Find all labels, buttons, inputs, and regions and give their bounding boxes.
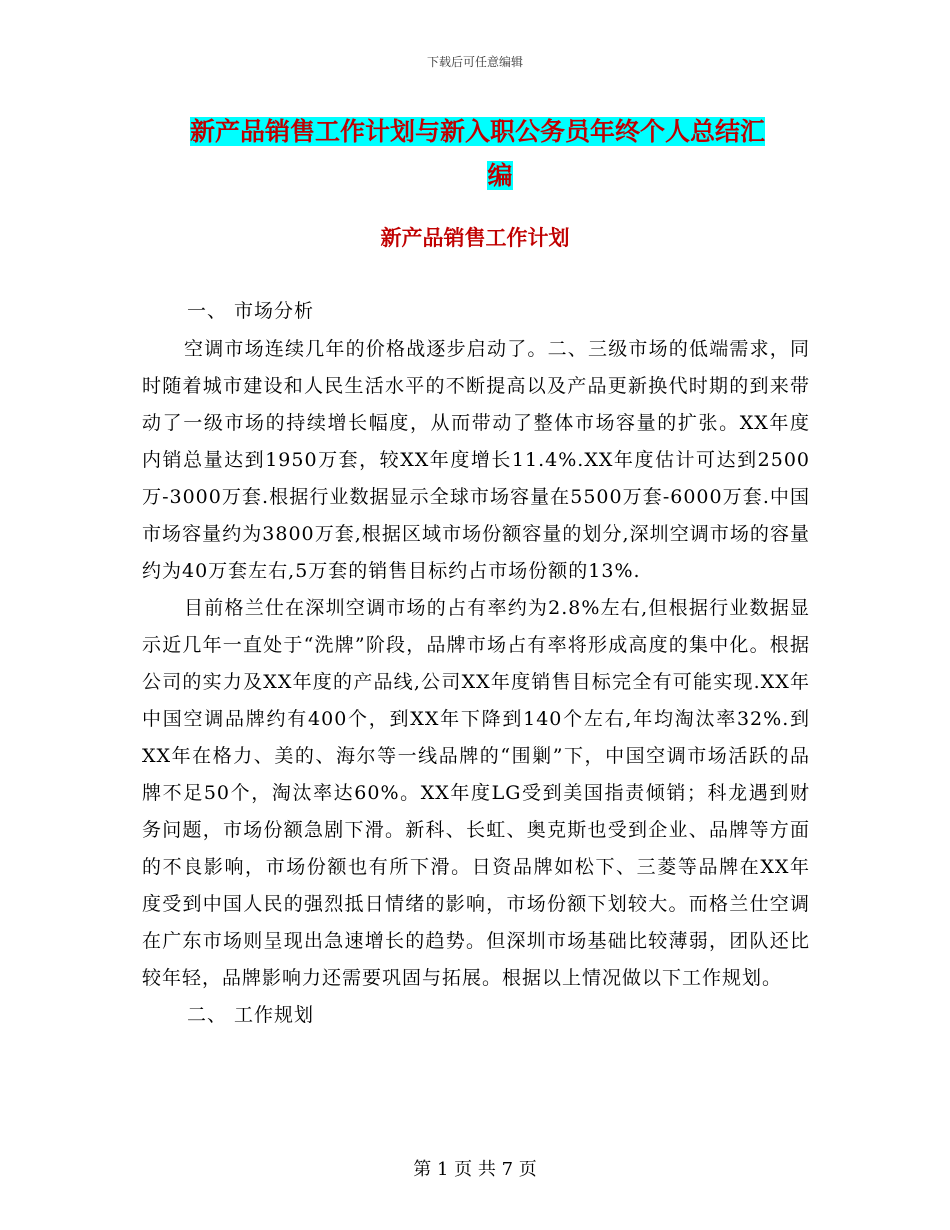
heading-market-analysis: 一、 市场分析 [187,300,315,322]
heading-work-plan: 二、 工作规划 [187,1004,315,1026]
document-title [190,110,810,198]
section-title: 新产品销售工作计划 [380,226,570,250]
paragraph-1: 空调市场连续几年的价格战逐步启动了。二、三级市场的低端需求，同时随着城市建设和人民生活水平的不断提高以及产品更新换代时期的到来带动了一级市场的持续增长幅度，从而带动了整体市场容量的扩张。XX年度内销总量达到1950万套，较XX年度增长11.4%.XX年度估计可达到2500万-3000万套.根据行业数据显示全球市场容量在5500万套-6000万套.中国市场容量约为3800万套,根据区域市场份额容量的划分,深圳空调市场的容量约为40万套左右,5万套的销售目标约占市场份额的13%. [142,338,810,582]
header-note: 下载后可任意编辑 [426,55,523,69]
paragraph-2: 目前格兰仕在深圳空调市场的占有率约为2.8%左右,但根据行业数据显示近几年一直处于“洗牌”阶段，品牌市场占有率将形成高度的集中化。根据公司的实力及XX年度的产品线,公司XX年度销售目标完全有可能实现.XX年中国空调品牌约有400个，到XX年下降到140个左右,年均淘汰率32%.到XX年在格力、美的、海尔等一线品牌的“围剿”下，中国空调市场活跃的品牌不足50个，淘汰率达60%。XX年度LG受到美国指责倾销；科龙遇到财务问题，市场份额急剧下滑。新科、长虹、奥克斯也受到企业、品牌等方面的不良影响，市场份额也有所下滑。日资品牌如松下、三菱等品牌在XX年度受到中国人民的强烈抵日情绪的影响，市场份额下划较大。而格兰仕空调在广东市场则呈现出急速增长的趋势。但深圳市场基础比较薄弱，团队还比较年轻，品牌影响力还需要巩固与拓展。根据以上情况做以下工作规划。 [142,597,810,989]
document-title-line-1: 新产品销售工作计划与新入职公务员年终个人总结汇 [190,117,766,146]
document-body [142,293,810,1035]
document-title-line-2: 编 [487,161,513,190]
page-number: 第 1 页 共 7 页 [413,1159,537,1180]
